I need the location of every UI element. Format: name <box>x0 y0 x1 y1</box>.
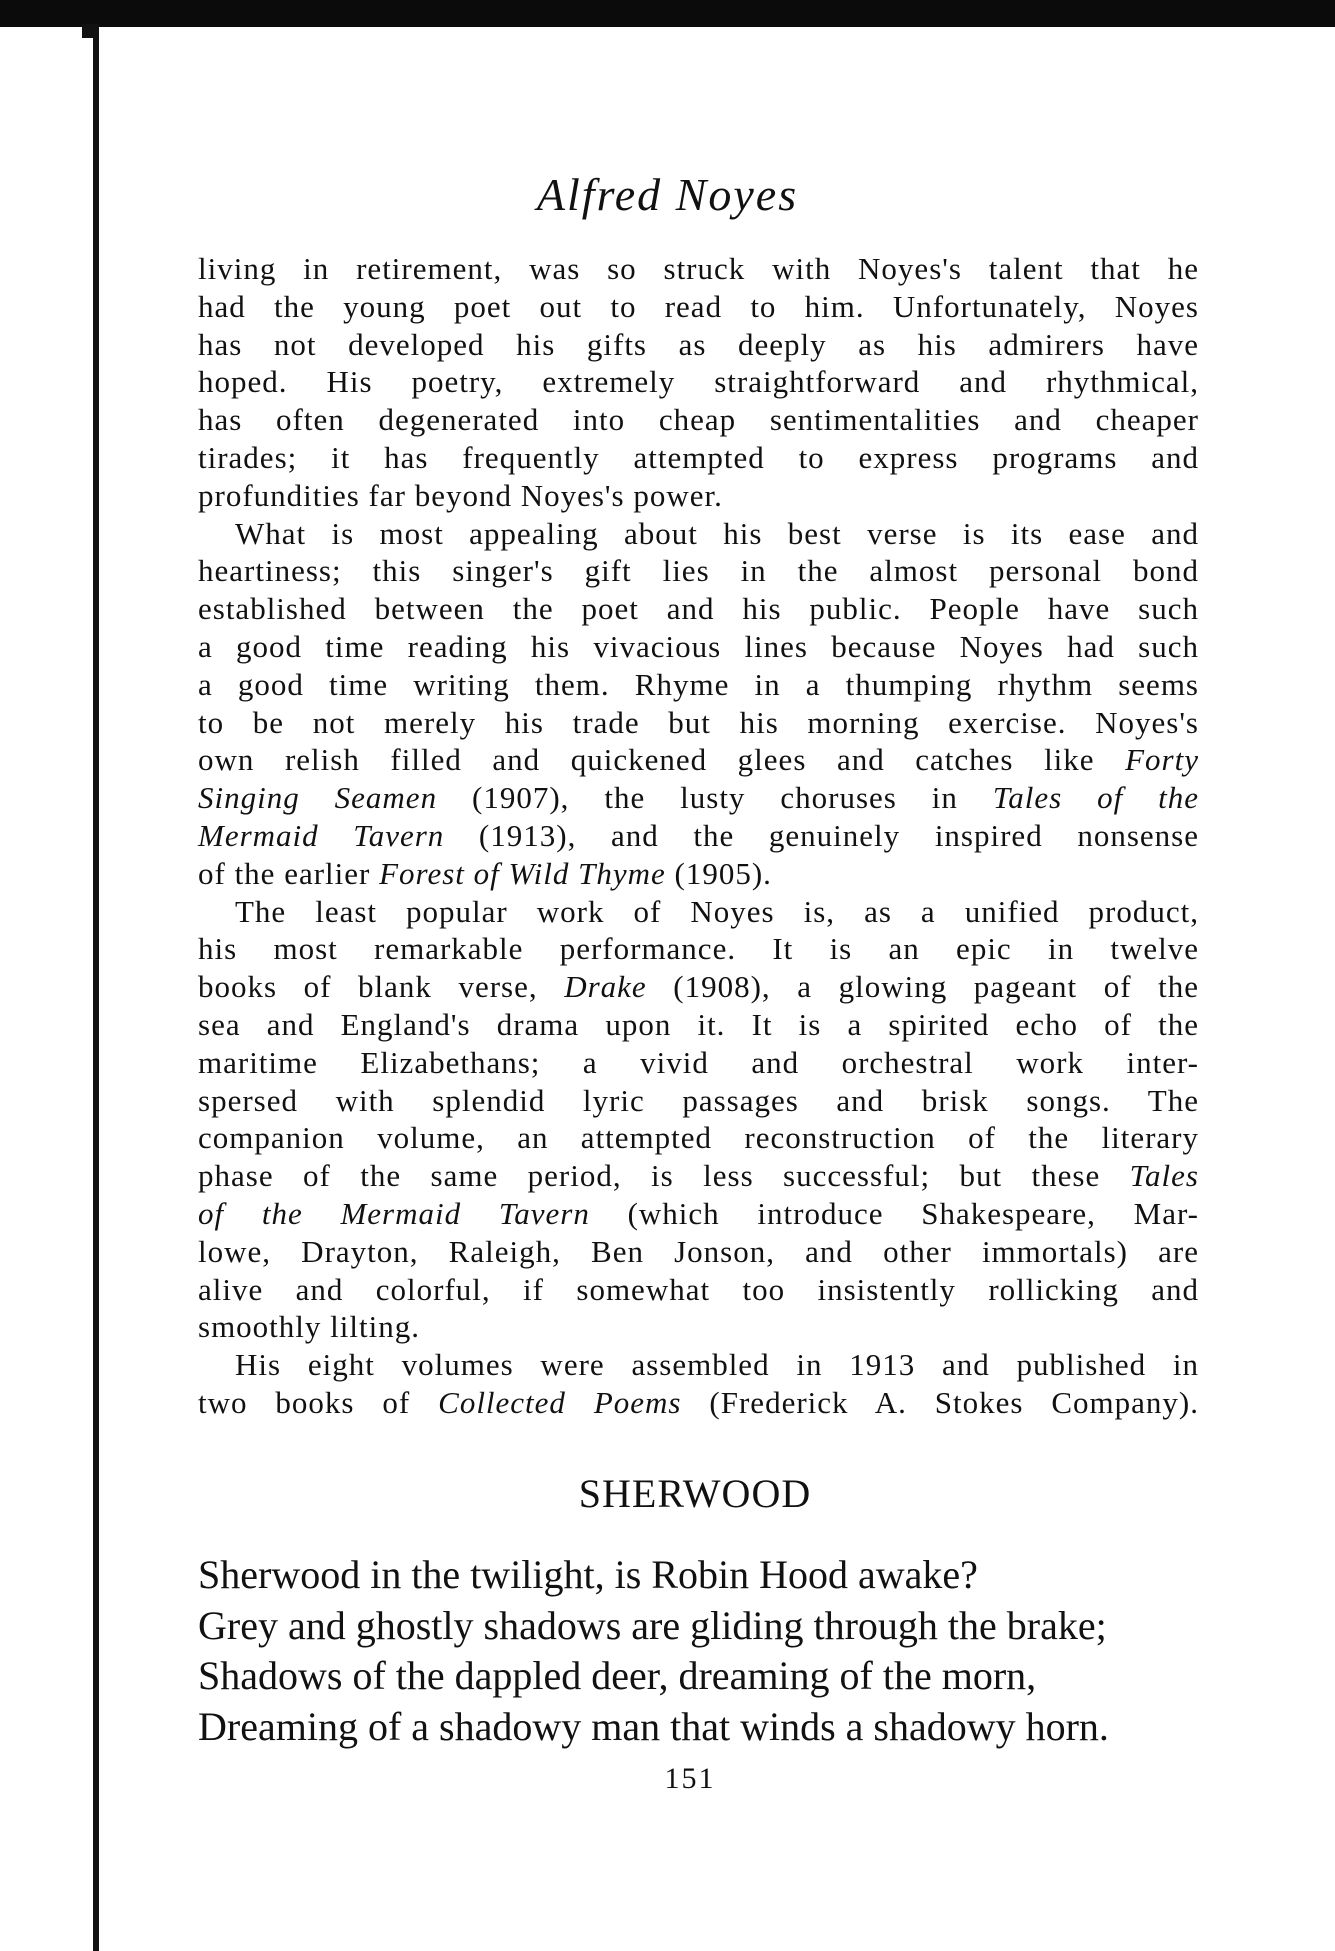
text-segment: own relish filled and quickened glees and catches like <box>198 742 1126 778</box>
text-line <box>198 363 1199 401</box>
text-segment: living in retirement, was so struck with Noyes's talent that he <box>198 251 1199 286</box>
text-line <box>198 1119 1199 1157</box>
text-line <box>198 288 1199 326</box>
text-line <box>198 515 1199 553</box>
text-line <box>198 741 1199 779</box>
text-line <box>198 1044 1199 1082</box>
poem-stanza <box>198 1550 1109 1752</box>
italic-title-text: Singing Seamen <box>198 780 438 816</box>
text-line <box>198 401 1199 439</box>
text-line <box>198 893 1199 931</box>
text-line <box>198 552 1199 590</box>
body-text <box>198 250 1199 1422</box>
text-line <box>198 1006 1199 1044</box>
italic-title-text: Forest of Wild Thyme <box>379 855 666 891</box>
text-line <box>198 968 1199 1006</box>
text-segment: (1908), a glowing pageant of the <box>646 969 1199 1005</box>
text-segment: books of blank verse, <box>198 969 565 1005</box>
italic-title-text: Mermaid Tavern <box>198 817 445 853</box>
text-segment: heartiness; this singer's gift lies in the almost personal bond <box>198 553 1199 589</box>
text-line <box>198 1384 1199 1422</box>
text-segment: maritime Elizabethans; a vivid and orchestral work inter- <box>198 1044 1199 1080</box>
text-segment: hoped. His poetry, extremely straightforward and rhythmical, <box>198 364 1199 400</box>
running-header-title: Alfred Noyes <box>536 169 799 220</box>
text-segment: had the young poet out to read to him. Unfortunately, Noyes <box>198 288 1199 324</box>
italic-title-text: of the Mermaid Tavern <box>198 1195 590 1231</box>
text-line <box>198 704 1199 742</box>
text-segment: (1905). <box>665 855 772 891</box>
paragraph <box>198 1346 1199 1422</box>
text-line <box>198 1082 1199 1120</box>
text-segment: (1907), the lusty choruses in <box>437 780 993 816</box>
text-line <box>198 1195 1199 1233</box>
paragraph <box>198 893 1199 1347</box>
italic-title-text: Tales of the <box>992 780 1199 816</box>
scan-top-border <box>0 0 1335 27</box>
poem-line: Dreaming of a shadowy man that winds a shadowy horn. <box>198 1703 1109 1749</box>
text-segment: The least popular work of Noyes is, as a unified product, <box>235 893 1199 929</box>
text-segment: has often degenerated into cheap sentimentalities and cheaper <box>198 402 1199 438</box>
text-segment: (which introduce Shakespeare, Mar- <box>589 1195 1199 1231</box>
text-segment: a good time reading his vivacious lines because Noyes had such <box>198 628 1199 664</box>
text-segment: alive and colorful, if somewhat too insistently rollicking and <box>198 1271 1199 1307</box>
text-segment: tirades; it has frequently attempted to express programs and <box>198 439 1199 475</box>
text-line <box>198 1157 1199 1195</box>
paragraph <box>198 250 1199 515</box>
poem-title: SHERWOOD <box>578 1471 812 1516</box>
text-segment: his most remarkable performance. It is an epic in twelve <box>198 931 1199 967</box>
text-line <box>198 1308 1199 1346</box>
italic-title-text: Tales <box>1129 1158 1199 1194</box>
text-segment: What is most appealing about his best verse is its ease and <box>235 515 1199 551</box>
text-line <box>198 817 1199 855</box>
text-line <box>198 628 1199 666</box>
text-segment: spersed with splendid lyric passages and brisk songs. The <box>198 1082 1199 1118</box>
text-segment: companion volume, an attempted reconstruction of the literary <box>198 1120 1199 1156</box>
text-segment: established between the poet and his public. People have such <box>198 591 1199 627</box>
text-segment: has not developed his gifts as deeply as his admirers have <box>198 326 1199 362</box>
text-line <box>198 666 1199 704</box>
text-line <box>198 439 1199 477</box>
text-line <box>198 250 1199 288</box>
text-segment: (Frederick A. Stokes Company). <box>681 1384 1199 1420</box>
text-line <box>198 326 1199 364</box>
text-line <box>198 779 1199 817</box>
text-segment: a good time writing them. Rhyme in a thumping rhythm seems <box>198 666 1199 702</box>
text-segment: profundities far beyond Noyes's power. <box>198 477 723 513</box>
text-segment: smoothly lilting. <box>198 1309 420 1345</box>
text-line <box>198 930 1199 968</box>
poem-line: Shadows of the dappled deer, dreaming of the morn, <box>198 1653 1037 1698</box>
text-segment: (1913), and the genuinely inspired nonsense <box>444 817 1199 853</box>
text-segment: phase of the same period, is less successful; but these <box>198 1158 1130 1194</box>
text-line <box>198 1233 1199 1271</box>
scan-binding-edge <box>93 24 99 1951</box>
text-segment: His eight volumes were assembled in 1913 and published in <box>235 1347 1199 1383</box>
text-segment: of the earlier <box>198 855 380 891</box>
italic-title-text: Collected Poems <box>438 1384 682 1420</box>
text-segment: lowe, Drayton, Raleigh, Ben Jonson, and other immortals) are <box>198 1233 1199 1269</box>
text-line <box>198 855 1199 893</box>
page-number: 151 <box>664 1762 716 1795</box>
poem-line: Sherwood in the twilight, is Robin Hood awake? <box>198 1552 978 1597</box>
italic-title-text: Drake <box>564 969 647 1005</box>
text-segment: two books of <box>198 1384 439 1420</box>
paragraph <box>198 515 1199 893</box>
text-line <box>198 1271 1199 1309</box>
text-line <box>198 477 1199 515</box>
text-line <box>198 590 1199 628</box>
poem-line: Grey and ghostly shadows are gliding through the brake; <box>198 1602 1107 1648</box>
text-segment: sea and England's drama upon it. It is a spirited echo of the <box>198 1006 1199 1042</box>
italic-title-text: Forty <box>1125 742 1199 778</box>
text-segment: to be not merely his trade but his morning exercise. Noyes's <box>198 704 1199 740</box>
text-line <box>198 1346 1199 1384</box>
